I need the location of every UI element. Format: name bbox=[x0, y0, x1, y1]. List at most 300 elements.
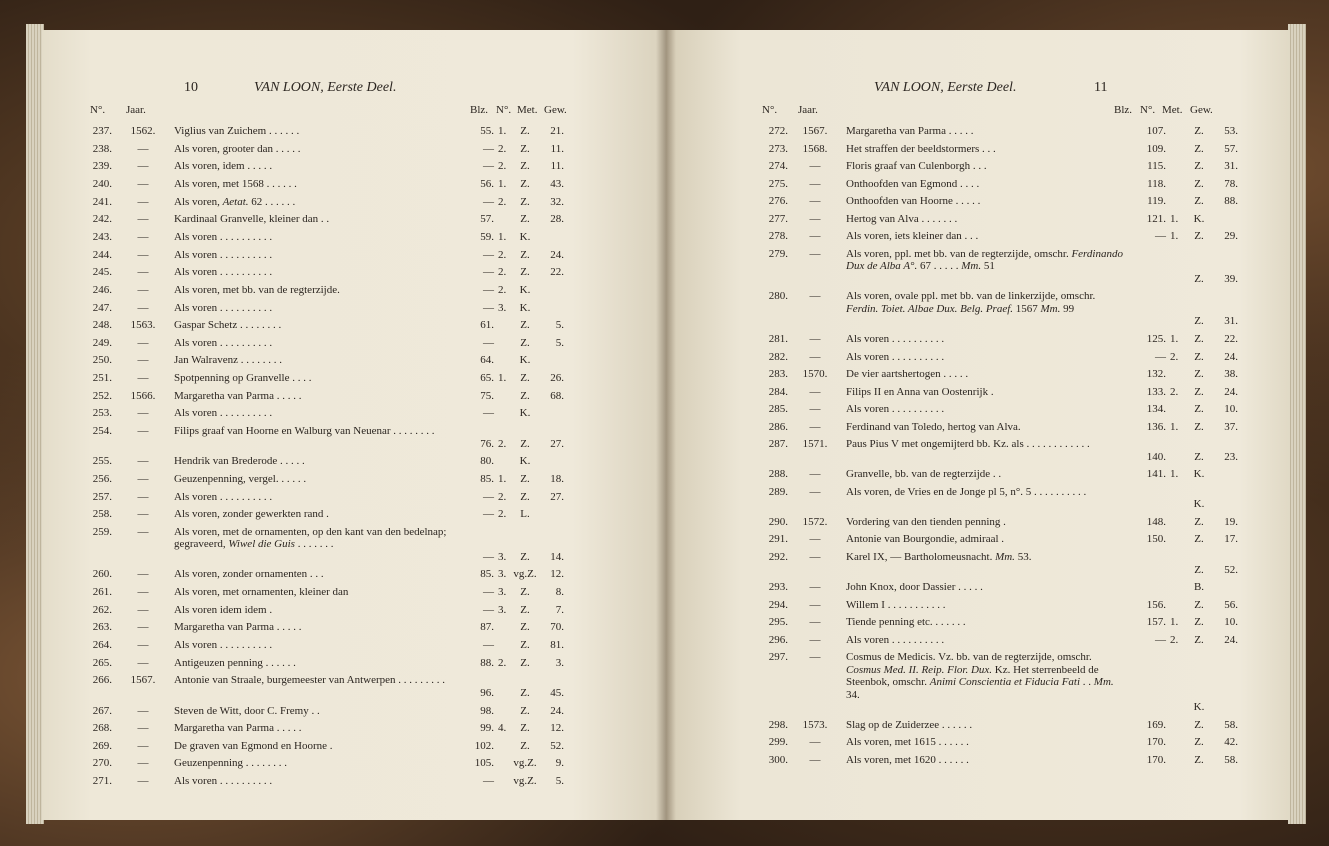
entry-number: 255. bbox=[92, 455, 112, 468]
entry-number: 266. bbox=[92, 674, 112, 687]
entry-number: 241. bbox=[92, 195, 112, 208]
entry-metal: Z. bbox=[520, 160, 530, 173]
table-row bbox=[82, 196, 622, 209]
entry-page: 169. bbox=[1146, 718, 1166, 731]
entry-description: Gaspar Schetz . . . . . . . . bbox=[174, 319, 282, 332]
entry-weight: 56. bbox=[1224, 598, 1238, 611]
entry-page: 119. bbox=[1147, 195, 1166, 208]
entry-plate-number: 2. bbox=[498, 508, 507, 521]
entry-number: 295. bbox=[768, 616, 788, 629]
entry-year: — bbox=[137, 455, 149, 468]
right-running-title: VAN LOON, Eerste Deel. bbox=[874, 80, 1017, 95]
table-row bbox=[82, 266, 622, 279]
table-row bbox=[82, 639, 622, 652]
table-row bbox=[82, 586, 622, 599]
entry-description: Het straffen der beeldstormers . . . bbox=[846, 142, 996, 155]
table-row bbox=[82, 213, 622, 226]
entry-page: 88. bbox=[480, 656, 494, 669]
entry-page: 170. bbox=[1146, 736, 1166, 749]
table-row bbox=[82, 473, 622, 486]
entry-plate-number: 1. bbox=[1170, 332, 1179, 345]
book-gutter bbox=[656, 30, 676, 820]
table-row bbox=[82, 178, 622, 191]
table-row bbox=[758, 551, 1290, 576]
entry-metal: Z. bbox=[1194, 272, 1204, 285]
entry-description: Als voren, met 1568 . . . . . . bbox=[174, 177, 297, 190]
entry-weight: 31. bbox=[1224, 160, 1238, 173]
entry-weight: 31. bbox=[1224, 315, 1238, 328]
header-jaar: Jaar. bbox=[126, 104, 146, 116]
entry-year: — bbox=[809, 651, 821, 664]
entry-number: 245. bbox=[92, 266, 112, 279]
entry-year: — bbox=[137, 472, 149, 485]
entry-page: 102. bbox=[474, 739, 494, 752]
entry-plate-number: 1. bbox=[498, 372, 507, 385]
entry-year: — bbox=[137, 621, 149, 634]
entry-number: 243. bbox=[92, 230, 112, 243]
entry-metal: K. bbox=[1193, 468, 1205, 481]
entry-page: — bbox=[1155, 230, 1166, 243]
entry-metal: K. bbox=[519, 301, 531, 314]
entry-year: — bbox=[137, 656, 149, 669]
entry-metal: Z. bbox=[1194, 515, 1204, 528]
table-row bbox=[758, 368, 1290, 381]
entry-description: Margaretha van Parma . . . . . bbox=[174, 389, 302, 402]
entry-number: 299. bbox=[768, 736, 788, 749]
table-row bbox=[758, 290, 1290, 328]
entry-metal: Z. bbox=[520, 550, 530, 563]
entry-number: 284. bbox=[768, 385, 788, 398]
entry-weight: 42. bbox=[1224, 736, 1238, 749]
entry-year: — bbox=[809, 403, 821, 416]
table-row bbox=[82, 319, 622, 332]
entry-number: 259. bbox=[92, 525, 112, 538]
entry-plate-number: 3. bbox=[498, 603, 507, 616]
entry-number: 265. bbox=[92, 656, 112, 669]
entry-metal: Z. bbox=[520, 437, 530, 450]
entry-description: Als voren . . . . . . . . . . bbox=[174, 230, 273, 243]
entry-page: 134. bbox=[1146, 403, 1166, 416]
entry-year: — bbox=[809, 350, 821, 363]
entry-number: 269. bbox=[92, 739, 112, 752]
entry-weight: 58. bbox=[1224, 753, 1238, 766]
entry-number: 274. bbox=[768, 160, 788, 173]
entry-number: 240. bbox=[92, 177, 112, 190]
header-nr: N°. bbox=[496, 104, 512, 116]
entry-description: Spotpenning op Granvelle . . . . bbox=[174, 372, 312, 385]
entry-description: Steven de Witt, door C. Fremy . . bbox=[174, 704, 320, 717]
entry-weight: 57. bbox=[1224, 142, 1238, 155]
entry-number: 272. bbox=[768, 125, 788, 137]
table-row bbox=[758, 195, 1290, 208]
entry-metal: vg.Z. bbox=[513, 775, 537, 788]
entry-page: 57. bbox=[480, 213, 494, 226]
entry-metal: Z. bbox=[520, 319, 530, 332]
entry-page: — bbox=[483, 550, 494, 563]
entry-description: Als voren . . . . . . . . . . bbox=[174, 639, 273, 652]
entry-year: — bbox=[137, 213, 149, 226]
entry-description: Hertog van Alva . . . . . . . bbox=[846, 212, 958, 225]
entry-year: — bbox=[137, 490, 149, 503]
entry-number: 293. bbox=[768, 581, 788, 594]
entry-metal: Z. bbox=[520, 656, 530, 669]
entry-page: 96. bbox=[480, 686, 494, 699]
entry-metal: Z. bbox=[520, 603, 530, 616]
entry-metal: Z. bbox=[1194, 633, 1204, 646]
entry-description: Als voren, met ornamenten, kleiner dan bbox=[174, 586, 349, 599]
entry-number: 275. bbox=[768, 177, 788, 190]
entry-weight: 27. bbox=[550, 490, 564, 503]
entry-plate-number: 1. bbox=[498, 125, 507, 137]
entry-year: 1572. bbox=[802, 515, 828, 528]
entry-metal: K. bbox=[1193, 212, 1205, 225]
entry-weight: 81. bbox=[550, 639, 564, 652]
entry-metal: Z. bbox=[520, 142, 530, 155]
header-met: Met. bbox=[517, 104, 538, 116]
entry-description: Jan Walravenz . . . . . . . . bbox=[174, 354, 282, 367]
entry-year: — bbox=[809, 551, 821, 563]
entry-weight: 68. bbox=[550, 389, 564, 402]
entry-page: 61. bbox=[480, 319, 494, 332]
entry-weight: 24. bbox=[1224, 633, 1238, 646]
table-row bbox=[758, 468, 1290, 481]
entry-description: Als voren . . . . . . . . . . bbox=[174, 407, 273, 420]
entry-page: 107. bbox=[1146, 125, 1166, 137]
entry-weight: 53. bbox=[1224, 125, 1238, 137]
entry-description: Antonie van Bourgondie, admiraal . bbox=[846, 533, 1005, 546]
entry-description: Karel IX, — Bartholomeusnacht. Mm. 53. bbox=[846, 551, 1032, 563]
entry-year: 1562. bbox=[130, 125, 156, 137]
table-row bbox=[82, 337, 622, 350]
entry-metal: Z. bbox=[1194, 753, 1204, 766]
entry-page: 125. bbox=[1146, 332, 1166, 345]
entry-weight: 23. bbox=[1224, 450, 1238, 463]
entry-page: 65. bbox=[480, 372, 494, 385]
entry-metal: Z. bbox=[1194, 332, 1204, 345]
table-row bbox=[82, 491, 622, 504]
entry-weight: 37. bbox=[1224, 420, 1238, 433]
entry-description: Als voren . . . . . . . . . . bbox=[174, 775, 273, 788]
table-row bbox=[758, 486, 1290, 511]
entry-plate-number: 2. bbox=[498, 160, 507, 173]
entry-weight: 24. bbox=[1224, 385, 1238, 398]
entry-description: Als voren . . . . . . . . . . bbox=[174, 490, 273, 503]
entry-description: Viglius van Zuichem . . . . . . bbox=[174, 125, 300, 137]
entry-year: — bbox=[137, 722, 149, 735]
entry-year: — bbox=[137, 160, 149, 173]
entry-page: 133. bbox=[1146, 385, 1166, 398]
entry-plate-number: 3. bbox=[498, 301, 507, 314]
table-row bbox=[82, 143, 622, 156]
entry-description: Vordering van den tienden penning . bbox=[846, 515, 1006, 528]
entry-metal: Z. bbox=[1194, 718, 1204, 731]
entry-description: Als voren, iets kleiner dan . . . bbox=[846, 230, 979, 243]
left-page bbox=[42, 30, 666, 820]
entry-number: 262. bbox=[92, 603, 112, 616]
entry-weight: 17. bbox=[1224, 533, 1238, 546]
entry-page: 136. bbox=[1146, 420, 1166, 433]
entry-year: — bbox=[809, 753, 821, 766]
entry-page: 170. bbox=[1146, 753, 1166, 766]
table-row bbox=[82, 407, 622, 420]
header-blz: Blz. bbox=[1114, 104, 1133, 116]
entry-number: 296. bbox=[768, 633, 788, 646]
entry-metal: K. bbox=[519, 455, 531, 468]
entry-year: — bbox=[137, 354, 149, 367]
entry-number: 246. bbox=[92, 283, 112, 296]
entry-metal: Z. bbox=[1194, 385, 1204, 398]
entry-number: 244. bbox=[92, 248, 112, 261]
entry-year: — bbox=[137, 248, 149, 261]
entry-metal: Z. bbox=[1194, 533, 1204, 546]
header-gew: Gew. bbox=[1190, 104, 1213, 116]
entry-number: 290. bbox=[768, 515, 788, 528]
entry-plate-number: 2. bbox=[498, 195, 507, 208]
entry-weight: 22. bbox=[1224, 332, 1238, 345]
entry-page: 76. bbox=[480, 437, 494, 450]
entry-number: 289. bbox=[768, 485, 788, 498]
entry-number: 238. bbox=[92, 142, 112, 155]
entry-plate-number: 3. bbox=[498, 550, 507, 563]
entry-number: 283. bbox=[768, 368, 788, 381]
entry-number: 252. bbox=[92, 389, 112, 402]
entry-plate-number: 2. bbox=[498, 142, 507, 155]
entry-year: — bbox=[809, 195, 821, 208]
entry-metal: Z. bbox=[1194, 616, 1204, 629]
table-row bbox=[758, 516, 1290, 529]
entry-description: Hendrik van Brederode . . . . . bbox=[174, 455, 305, 468]
entry-metal: K. bbox=[519, 230, 531, 243]
entry-metal: Z. bbox=[1194, 368, 1204, 381]
entry-description: Als voren, met 1615 . . . . . . bbox=[846, 736, 969, 749]
entry-description: Margaretha van Parma . . . . . bbox=[846, 125, 974, 137]
entry-year: — bbox=[809, 420, 821, 433]
entry-number: 250. bbox=[92, 354, 112, 367]
entry-year: — bbox=[809, 485, 821, 498]
entry-metal: Z. bbox=[520, 248, 530, 261]
entry-plate-number: 2. bbox=[498, 283, 507, 296]
table-row bbox=[82, 604, 622, 617]
table-row bbox=[82, 757, 622, 770]
entry-number: 280. bbox=[768, 290, 788, 303]
table-row bbox=[82, 621, 622, 634]
entry-metal: vg.Z. bbox=[513, 568, 537, 581]
table-row bbox=[82, 231, 622, 244]
entry-metal: Z. bbox=[1194, 350, 1204, 363]
entry-description: Cosmus de Medicis. Vz. bb. van de regterzijde, omschr. Cosmus Med. II. Reip. Flor. Dux. Kz. Het sterrenbeeld de Steenbok, omschr. Animi Conscientia et Fiducia Fati . . Mm. 34. bbox=[846, 651, 1114, 701]
entry-description: Als voren, met bb. van de regterzijde. bbox=[174, 283, 340, 296]
entry-page: 99. bbox=[480, 722, 494, 735]
entry-metal: K. bbox=[519, 354, 531, 367]
entry-year: — bbox=[137, 586, 149, 599]
entry-year: — bbox=[809, 212, 821, 225]
entry-year: — bbox=[809, 247, 821, 260]
entry-metal: L. bbox=[520, 508, 530, 521]
entry-year: — bbox=[809, 581, 821, 594]
entry-weight: 10. bbox=[1224, 616, 1238, 629]
entry-plate-number: 1. bbox=[1170, 230, 1179, 243]
entry-description: Als voren . . . . . . . . . . bbox=[846, 350, 945, 363]
entry-page: 150. bbox=[1146, 533, 1166, 546]
entry-number: 300. bbox=[768, 753, 788, 766]
entry-number: 248. bbox=[92, 319, 112, 332]
entry-year: — bbox=[809, 533, 821, 546]
entry-description: Als voren . . . . . . . . . . bbox=[174, 248, 273, 261]
entry-page: 56. bbox=[480, 177, 494, 190]
entry-number: 285. bbox=[768, 403, 788, 416]
entry-number: 253. bbox=[92, 407, 112, 420]
entry-metal: Z. bbox=[520, 213, 530, 226]
entry-metal: Z. bbox=[520, 372, 530, 385]
entry-page: 115. bbox=[1147, 160, 1166, 173]
entry-metal: Z. bbox=[520, 621, 530, 634]
entry-metal: Z. bbox=[1194, 450, 1204, 463]
entry-page: — bbox=[483, 639, 494, 652]
header-gew: Gew. bbox=[544, 104, 567, 116]
entry-description: De vier aartshertogen . . . . . bbox=[846, 368, 969, 381]
table-row bbox=[758, 248, 1290, 286]
table-row bbox=[758, 736, 1290, 749]
entry-metal: Z. bbox=[520, 195, 530, 208]
entry-description: Onthoofden van Egmond . . . . bbox=[846, 177, 980, 190]
table-row bbox=[82, 722, 622, 735]
entry-weight: 38. bbox=[1224, 368, 1238, 381]
entry-number: 276. bbox=[768, 195, 788, 208]
entry-number: 279. bbox=[768, 247, 788, 260]
table-row bbox=[758, 143, 1290, 156]
entry-description: Geuzenpenning . . . . . . . . bbox=[174, 757, 288, 770]
entry-weight: 7. bbox=[555, 603, 564, 616]
entry-number: 256. bbox=[92, 472, 112, 485]
entry-description: Filips II en Anna van Oostenrijk . bbox=[846, 385, 994, 398]
entry-description: Als voren, ppl. met bb. van de regterzijde, omschr. Ferdinando Dux de Alba A°. 67 . . . . . Mm. 51 bbox=[846, 247, 1123, 273]
entry-plate-number: 1. bbox=[498, 472, 507, 485]
table-row bbox=[758, 403, 1290, 416]
entry-number: 261. bbox=[92, 586, 112, 599]
entry-description: Als voren, ovale ppl. met bb. van de linkerzijde, omschr. Ferdin. Toiet. Albae Dux. Belg. Praef. 1567 Mm. 99 bbox=[846, 290, 1096, 315]
header-no: N°. bbox=[90, 104, 106, 116]
entry-metal: Z. bbox=[1194, 736, 1204, 749]
entry-description: Als voren, met 1620 . . . . . . bbox=[846, 753, 969, 766]
entry-year: — bbox=[137, 603, 149, 616]
entry-year: — bbox=[137, 425, 149, 438]
entry-metal: Z. bbox=[520, 686, 530, 699]
entry-metal: Z. bbox=[520, 739, 530, 752]
entry-year: 1571. bbox=[802, 438, 828, 451]
table-row bbox=[82, 508, 622, 521]
entry-weight: 32. bbox=[550, 195, 564, 208]
entry-page: — bbox=[483, 266, 494, 279]
entry-number: 263. bbox=[92, 621, 112, 634]
table-row bbox=[82, 390, 622, 403]
table-row bbox=[82, 526, 622, 564]
entry-metal: Z. bbox=[1194, 160, 1204, 173]
right-page bbox=[666, 30, 1290, 820]
entry-page: 85. bbox=[480, 568, 494, 581]
entry-page: — bbox=[483, 336, 494, 349]
entry-plate-number: 2. bbox=[498, 248, 507, 261]
entry-page: — bbox=[483, 142, 494, 155]
entry-weight: 3. bbox=[555, 656, 564, 669]
entry-plate-number: 2. bbox=[498, 437, 507, 450]
entry-year: — bbox=[137, 230, 149, 243]
entry-metal: Z. bbox=[1194, 563, 1204, 576]
entry-weight: 5. bbox=[555, 319, 564, 332]
entry-number: 267. bbox=[92, 704, 112, 717]
entry-metal: Z. bbox=[1194, 195, 1204, 208]
entry-metal: Z. bbox=[1194, 142, 1204, 155]
entry-plate-number: 2. bbox=[1170, 633, 1179, 646]
entry-year: — bbox=[809, 290, 821, 303]
entry-page: 85. bbox=[480, 472, 494, 485]
table-row bbox=[758, 125, 1290, 138]
entry-weight: 58. bbox=[1224, 718, 1238, 731]
entry-description: Als voren, de Vries en de Jonge pl 5, n°. 5 . . . . . . . . . . bbox=[846, 485, 1087, 498]
entry-number: 237. bbox=[92, 125, 112, 137]
entry-description: Als voren, grooter dan . . . . . bbox=[174, 142, 301, 155]
entry-description: Antonie van Straale, burgemeester van Antwerpen . . . . . . . . . bbox=[174, 674, 446, 687]
entry-weight: 19. bbox=[1224, 515, 1238, 528]
entry-description: Slag op de Zuiderzee . . . . . . bbox=[846, 718, 973, 731]
entry-page: — bbox=[1155, 633, 1166, 646]
entry-description: Als voren . . . . . . . . . . bbox=[846, 403, 945, 416]
table-row bbox=[82, 425, 622, 450]
table-row bbox=[82, 740, 622, 753]
table-row bbox=[758, 178, 1290, 191]
entry-number: 282. bbox=[768, 350, 788, 363]
entry-plate-number: 2. bbox=[1170, 385, 1179, 398]
entry-weight: 52. bbox=[550, 739, 564, 752]
entry-plate-number: 1. bbox=[1170, 468, 1179, 481]
table-row bbox=[758, 599, 1290, 612]
entry-page: — bbox=[483, 195, 494, 208]
entry-metal: K. bbox=[519, 283, 531, 296]
entry-year: — bbox=[137, 266, 149, 279]
entry-year: — bbox=[137, 142, 149, 155]
entry-plate-number: 1. bbox=[1170, 420, 1179, 433]
entry-plate-number: 3. bbox=[498, 586, 507, 599]
table-row bbox=[82, 284, 622, 297]
entry-year: 1573. bbox=[802, 718, 828, 731]
table-row bbox=[82, 354, 622, 367]
entry-year: — bbox=[137, 336, 149, 349]
entry-plate-number: 3. bbox=[498, 568, 507, 581]
entry-weight: 5. bbox=[555, 775, 564, 788]
entry-plate-number: 2. bbox=[498, 656, 507, 669]
entry-weight: 9. bbox=[555, 757, 564, 770]
table-row bbox=[82, 125, 622, 138]
table-row bbox=[82, 249, 622, 262]
entry-metal: Z. bbox=[520, 266, 530, 279]
entry-metal: Z. bbox=[520, 472, 530, 485]
entry-description: Ferdinand van Toledo, hertog van Alva. bbox=[846, 420, 1021, 433]
entry-metal: Z. bbox=[1194, 403, 1204, 416]
table-row bbox=[758, 581, 1290, 594]
entry-weight: 11. bbox=[550, 160, 564, 173]
entry-page: — bbox=[483, 301, 494, 314]
entry-metal: Z. bbox=[520, 722, 530, 735]
entry-description: Geuzenpenning, vergel. . . . . . bbox=[174, 472, 307, 485]
entry-page: — bbox=[483, 248, 494, 261]
entry-number: 270. bbox=[92, 757, 112, 770]
entry-weight: 45. bbox=[550, 686, 564, 699]
header-no: N°. bbox=[762, 104, 778, 116]
entry-number: 277. bbox=[768, 212, 788, 225]
entry-description: Als voren . . . . . . . . . . bbox=[174, 266, 273, 279]
entry-metal: Z. bbox=[520, 125, 530, 137]
entry-metal: Z. bbox=[520, 490, 530, 503]
entry-number: 271. bbox=[92, 775, 112, 788]
